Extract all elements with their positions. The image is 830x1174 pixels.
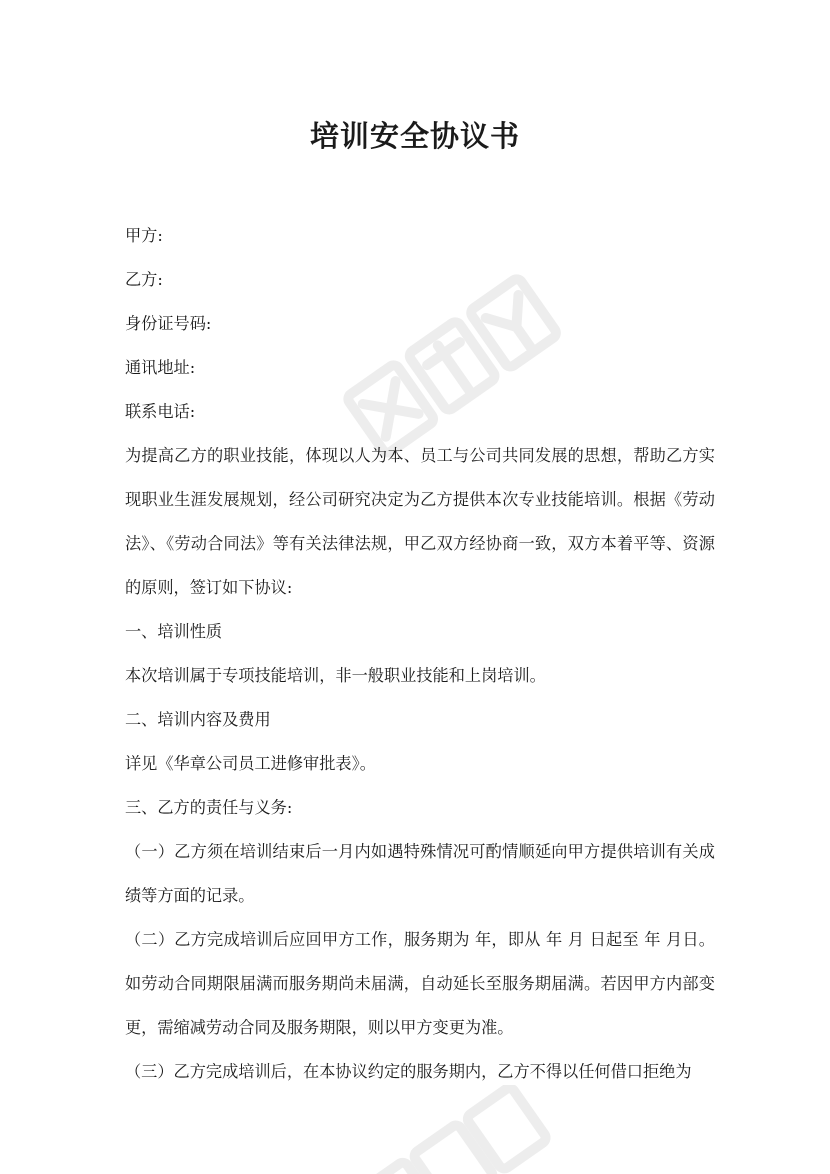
phone-field: 联系电话: xyxy=(125,402,196,421)
section-3-heading: 三、乙方的责任与义务: xyxy=(125,798,293,817)
id-number-field: 身份证号码: xyxy=(125,314,212,333)
section-2-heading: 二、培训内容及费用 xyxy=(125,710,271,729)
party-a-field: 甲方: xyxy=(125,226,163,245)
clause-1: （一）乙方须在培训结束后一月内如遇特殊情况可酌情顺延向甲方提供培训有关成绩等方面的记录。 xyxy=(125,842,715,905)
document-body xyxy=(125,214,715,1094)
watermark-logo-bottom xyxy=(340,1085,560,1174)
document-title: 培训安全协议书 xyxy=(309,119,520,153)
section-1-text: 本次培训属于专项技能培训，非一般职业技能和上岗培训。 xyxy=(125,666,546,685)
section-1-heading: 一、培训性质 xyxy=(125,622,223,641)
section-2-text: 详见《华章公司员工进修审批表》。 xyxy=(125,754,376,773)
intro-paragraph: 为提高乙方的职业技能，体现以人为本、员工与公司共同发展的思想，帮助乙方实现职业生涯发展规划，经公司研究决定为乙方提供本次专业技能培训。根据《劳动法》、《劳动合同法》等有关法律法规，甲乙双方经协商一致，双方本着平等、资源的原则，签订如下协议: xyxy=(125,446,715,597)
address-field: 通讯地址: xyxy=(125,358,196,377)
clause-3: （三）乙方完成培训后，在本协议约定的服务期内，乙方不得以任何借口拒绝为 xyxy=(125,1062,692,1081)
party-b-field: 乙方: xyxy=(125,270,163,289)
clause-2: （二）乙方完成培训后应回甲方工作，服务期为 年，即从 年 月 日起至 年 月日。如劳动合同期限届满而服务期尚未届满，自动延长至服务期届满。若因甲方内部变更，需缩减劳动合同及服务期限，则以甲方变更为准。 xyxy=(125,930,715,1037)
